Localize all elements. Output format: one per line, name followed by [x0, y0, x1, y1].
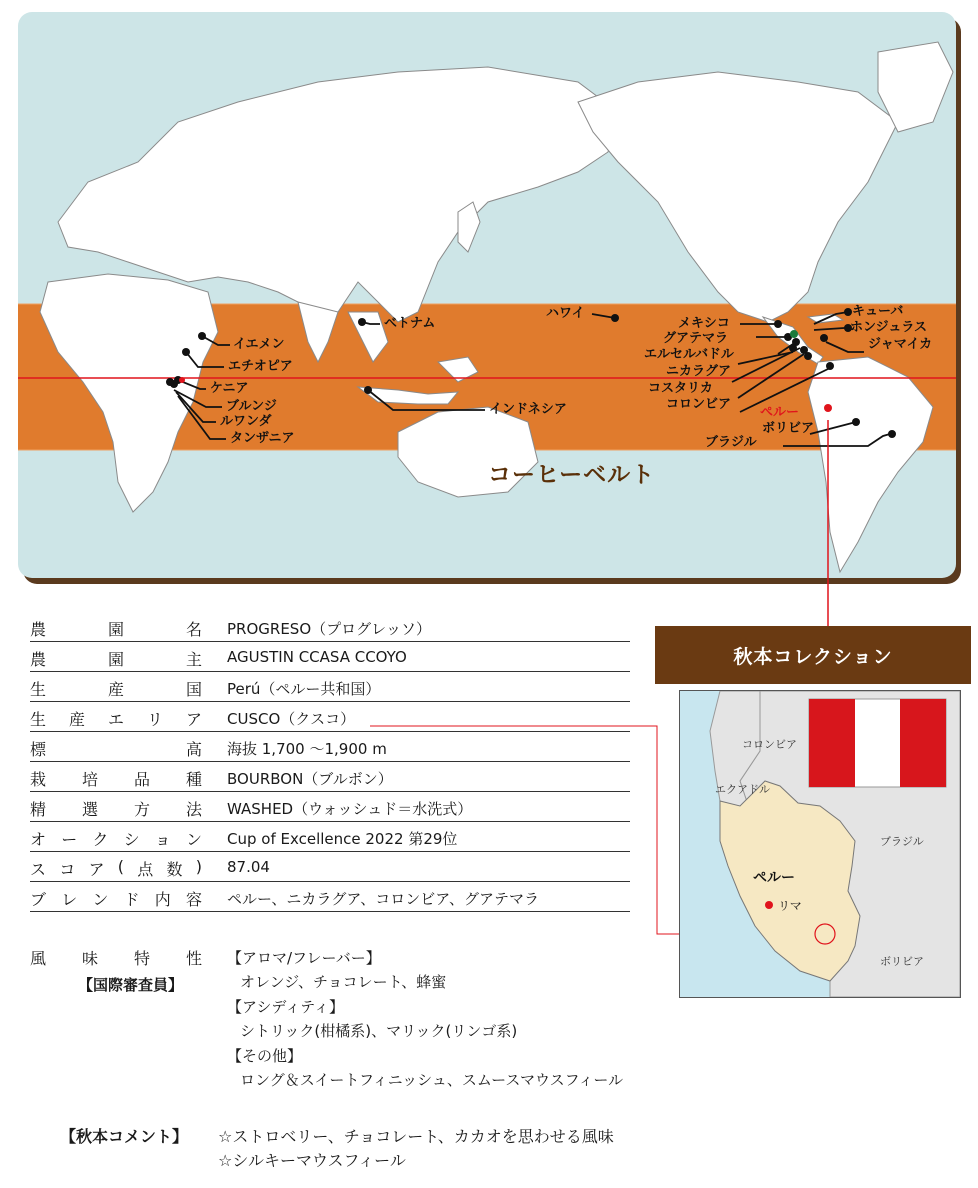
row-label: 精 選 方 法 [30, 800, 202, 819]
row-label: ス コ ア ( 点 数 ) [30, 857, 202, 879]
label-el-salvador: エルセルバドル [644, 347, 734, 362]
label-jamaica: ジャマイカ [868, 337, 933, 352]
label-cuba: キューバ [852, 304, 904, 319]
peru-flag [809, 699, 946, 787]
comment-line: ☆シルキーマウスフィール [218, 1151, 406, 1170]
label-indonesia: インドネシア [489, 402, 567, 417]
row-label: 栽 培 品 種 [30, 770, 202, 789]
map-label-brazil: ブラジル [880, 835, 924, 848]
map-label-lima: リマ [778, 899, 802, 913]
table-row [30, 672, 630, 702]
row-value: PROGRESO（プログレッソ） [227, 620, 431, 638]
coffee-belt-title: コーヒーベルト [488, 462, 656, 488]
peru-map [679, 690, 961, 998]
table-row [30, 792, 630, 822]
label-honduras: ホンジュラス [850, 320, 928, 335]
collection-title: 秋本コレクション [655, 626, 971, 684]
table-row [30, 762, 630, 792]
label-vietnam: ベトナム [384, 316, 436, 331]
label-nicaragua: ニカラグア [666, 364, 732, 379]
map-label-peru: ペルー [753, 870, 795, 886]
row-value: WASHED（ウォッシュド＝水洗式） [227, 800, 473, 818]
row-value: 海抜 1,700 ～1,900 m [227, 740, 387, 758]
label-ethiopia: エチオピア [228, 359, 293, 374]
label-rwanda: ルワンダ [220, 414, 272, 429]
row-label: 農 園 主 [30, 650, 202, 669]
flavor-line: 【アロマ/フレーバー】 [227, 949, 381, 967]
row-label: 生 産 エ リ ア [30, 710, 202, 729]
row-value: Perú（ペルー共和国） [227, 680, 381, 698]
label-peru: ペルー [760, 405, 800, 420]
label-hawaii: ハワイ [546, 306, 585, 321]
label-brazil: ブラジル [705, 435, 757, 450]
flavor-label: 風 味 特 性 [30, 949, 202, 968]
row-value: BOURBON（ブルボン） [227, 770, 393, 788]
label-guatemala: グアテマラ [663, 331, 729, 346]
map-label-bolivia: ボリビア [880, 955, 924, 968]
row-label: 生 産 国 [30, 680, 202, 699]
flavor-line: 【アシディティ】 [227, 998, 345, 1016]
label-bolivia: ボリビア [762, 421, 815, 436]
row-label: 農 園 名 [30, 620, 202, 639]
row-value: Cup of Excellence 2022 第29位 [227, 830, 458, 848]
map-label-colombia: コロンビア [742, 738, 797, 751]
comment-line: ☆ストロベリー、チョコレート、カカオを思わせる風味 [218, 1127, 614, 1146]
label-yemen: イエメン [233, 337, 285, 352]
flavor-line: オレンジ、チョコレート、蜂蜜 [240, 973, 447, 991]
table-row [30, 612, 630, 642]
info-table [30, 612, 630, 1089]
map-label-ecuador: エクアドル [715, 783, 770, 796]
label-burundi: ブルンジ [226, 399, 277, 414]
row-label: ブ レ ン ド 内 容 [30, 890, 202, 909]
flavor-line: シトリック(柑橘系)、マリック(リンゴ系) [240, 1022, 518, 1040]
table-row [30, 852, 630, 882]
label-tanzania: タンザニア [230, 431, 295, 446]
row-value: AGUSTIN CCASA CCOYO [227, 648, 407, 666]
row-label: 標 高 [30, 740, 202, 759]
table-row [30, 882, 630, 912]
flavor-line: 【その他】 [227, 1047, 303, 1065]
label-colombia: コロンビア [666, 397, 732, 412]
row-value: 87.04 [227, 858, 270, 876]
label-mexico: メキシコ [678, 316, 730, 331]
comment-label: 【秋本コメント】 [60, 1127, 189, 1146]
flavor-line: ロング＆スイートフィニッシュ、スムースマウスフィール [240, 1071, 624, 1089]
row-label: オ ー ク シ ョ ン [30, 830, 202, 849]
row-value: ペルー、ニカラグア、コロンビア、グアテマラ [227, 890, 540, 908]
row-value: CUSCO（クスコ） [227, 710, 356, 728]
lima-dot [765, 901, 773, 909]
flavor-sublabel: 【国際審査員】 [78, 976, 184, 994]
table-row [30, 822, 630, 852]
table-row [30, 732, 630, 762]
table-row [30, 642, 630, 672]
label-costa-rica: コスタリカ [648, 381, 713, 396]
label-kenya: ケニア [210, 381, 249, 396]
table-row [30, 702, 630, 732]
